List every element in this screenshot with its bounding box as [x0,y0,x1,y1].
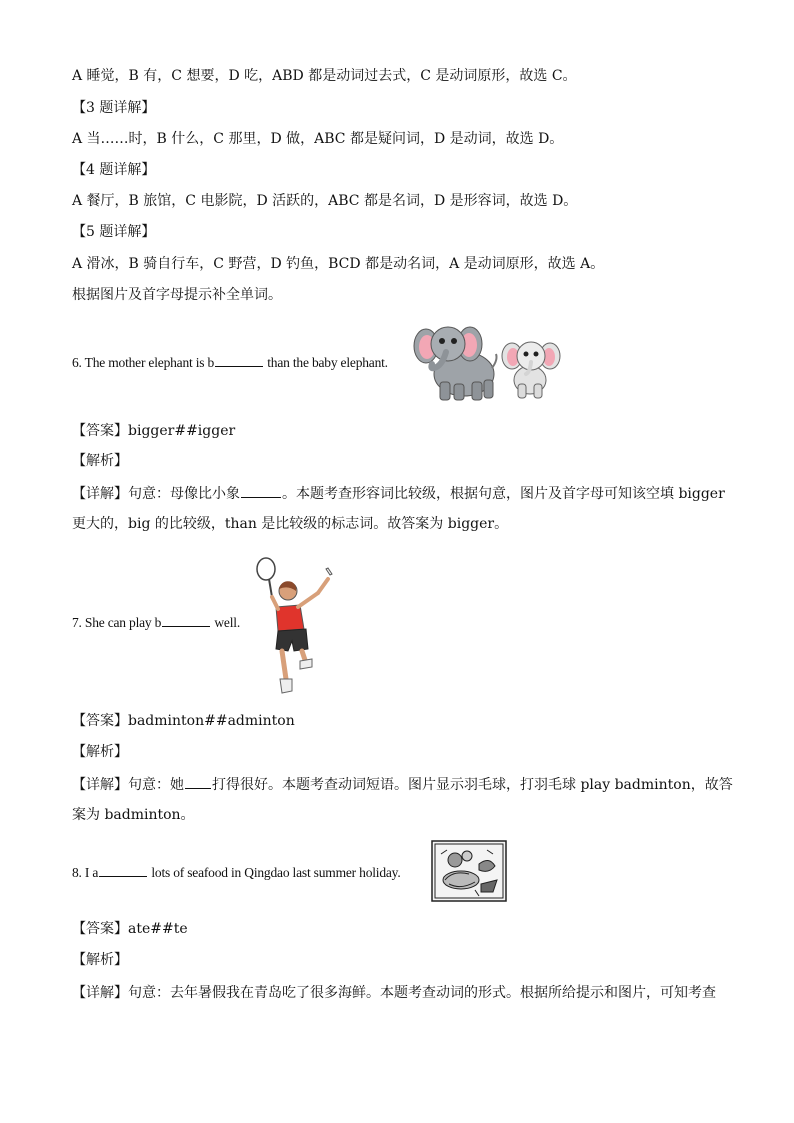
question-6-suffix: than the baby elephant. [264,355,388,370]
detail-q6-line1 [72,483,725,504]
detail-q6-line2: 更大的，big 的比较级，than 是比较级的标志词。故答案为 bigger。 [72,516,509,532]
section-instruction: 根据图片及首字母提示补全单词。 [72,287,282,303]
detail-q7-part2: 打得很好。本题考查动词短语。图片显示羽毛球，打羽毛球 play badminton，故答 [212,777,733,793]
detail-q8-line1: 【详解】句意：去年暑假我在青岛吃了很多海鲜。本题考查动词的形式。根据所给提示和图片，可知考查 [72,985,716,1001]
analysis-q7: 【解析】 [72,744,128,760]
answer-q7: 【答案】badminton##adminton [72,713,295,729]
heading-q3-detail: 【3 题详解】 [72,100,156,116]
question-7-prefix: 7. She can play b [72,615,162,630]
question-8 [72,862,401,883]
analysis-q8: 【解析】 [72,952,128,968]
question-6 [72,352,388,373]
answer-blank [162,612,210,627]
answer-blank [99,862,147,877]
answer-q8: 【答案】ate##te [72,921,188,937]
analysis-q6: 【解析】 [72,453,128,469]
question-8-prefix: 8. I a [72,865,99,880]
answer-blank [241,483,281,498]
explanation-q2-text: A 睡觉，B 有，C 想要，D 吃，ABD 都是动词过去式，C 是动词原形，故选 C。 [72,68,577,84]
detail-q7-line1 [72,774,733,795]
seafood-picture [431,840,507,902]
answer-blank [185,774,211,789]
heading-q4-detail: 【4 题详解】 [72,162,156,178]
answer-blank [215,352,263,367]
question-8-suffix: lots of seafood in Qingdao last summer holiday. [148,865,401,880]
badminton-player-picture [248,555,340,703]
question-7 [72,612,240,633]
detail-q7-part1: 【详解】句意：她 [72,777,184,793]
mother-elephant-image [414,327,497,400]
baby-elephant-image [502,342,560,398]
elephants-picture [412,316,562,408]
explanation-q4-text: A 餐厅，B 旅馆，C 电影院，D 活跃的，ABC 都是名词，D 是形容词，故选 D。 [72,193,578,209]
question-6-prefix: 6. The mother elephant is b [72,355,215,370]
explanation-q3-text: A 当……时，B 什么，C 那里，D 做，ABC 都是疑问词，D 是动词，故选 D。 [72,131,564,147]
detail-q6-part2: 。本题考查形容词比较级，根据句意，图片及首字母可知该空填 bigger [282,486,725,502]
explanation-q5-text: A 滑冰，B 骑自行车，C 野营，D 钓鱼，BCD 都是动名词，A 是动词原形，故选 A。 [72,256,605,272]
question-7-suffix: well. [211,615,240,630]
detail-q6-part1: 【详解】句意：母像比小象 [72,486,240,502]
detail-q7-line2: 案为 badminton。 [72,807,195,823]
answer-q6: 【答案】bigger##igger [72,423,236,439]
heading-q5-detail: 【5 题详解】 [72,224,156,240]
